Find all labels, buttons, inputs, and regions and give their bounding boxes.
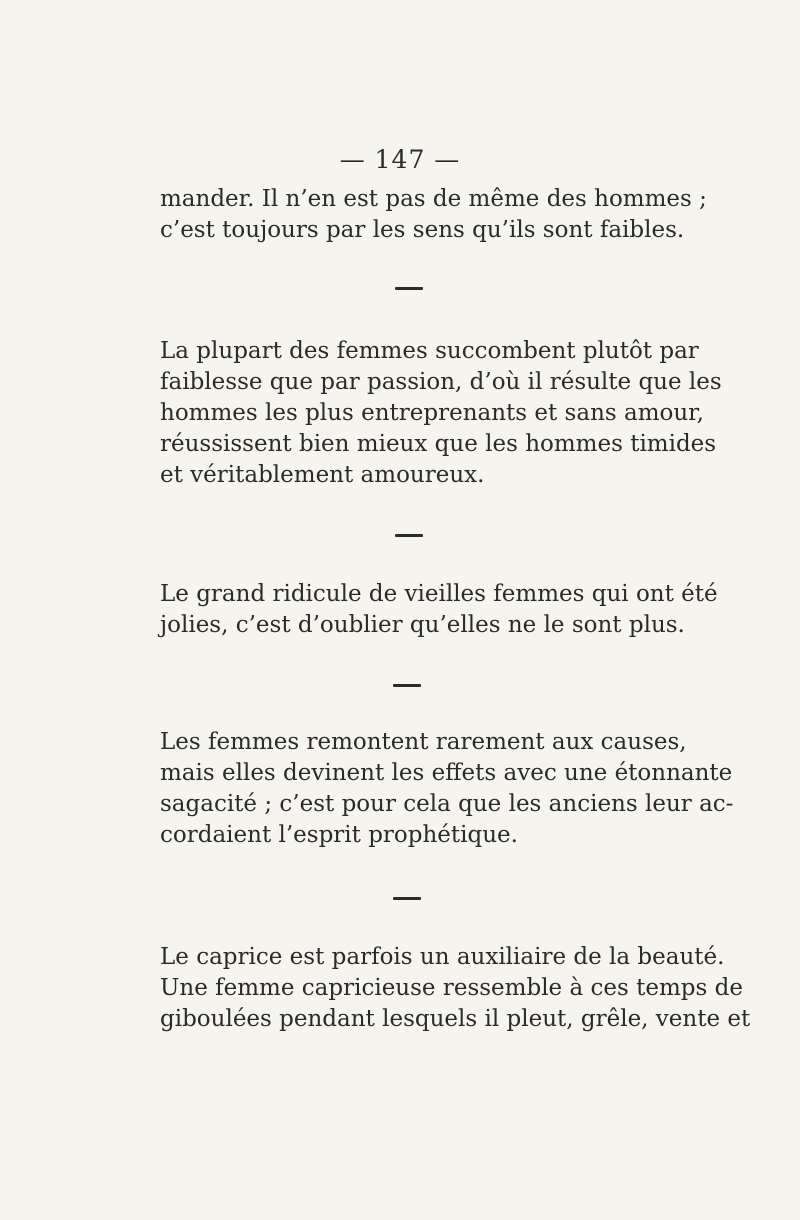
paragraph-line: et véritablement amoureux.	[160, 462, 485, 488]
paragraph-line: Une femme capricieuse ressemble à ces temps de	[160, 975, 743, 1001]
separator-rule	[393, 684, 421, 687]
paragraph-line: Le grand ridicule de vieilles femmes qui ont été	[160, 581, 718, 607]
paragraph-line: réussissent bien mieux que les hommes timides	[160, 431, 717, 457]
paragraph-line: jolies, c’est d’oublier qu’elles ne le sont plus.	[160, 612, 685, 638]
paragraph-line: mander. Il n’en est pas de même des hommes ;	[160, 186, 707, 212]
paragraph-line: La plupart des femmes succombent plutôt par	[160, 338, 699, 364]
paragraph-3	[160, 579, 718, 641]
paragraph-line: mais elles devinent les effets avec une étonnante	[160, 760, 733, 786]
paragraph-1	[160, 184, 707, 246]
paragraph-line: faiblesse que par passion, d’où il résulte que les	[160, 369, 722, 395]
paragraph-line: cordaient l’esprit prophétique.	[160, 822, 518, 848]
paragraph-line: giboulées pendant lesquels il pleut, grêle, vente et	[160, 1006, 751, 1032]
paragraph-4	[160, 727, 734, 851]
separator-rule	[395, 534, 423, 537]
paragraph-2	[160, 336, 722, 491]
paragraph-5	[160, 942, 751, 1035]
paragraph-line: c’est toujours par les sens qu’ils sont faibles.	[160, 217, 685, 243]
separator-rule	[395, 287, 423, 290]
separator-rule	[393, 897, 421, 900]
page-number: — 147 —	[339, 145, 461, 174]
paragraph-line: hommes les plus entreprenants et sans amour,	[160, 400, 704, 426]
paragraph-line: Les femmes remontent rarement aux causes,	[160, 729, 687, 755]
paragraph-line: sagacité ; c’est pour cela que les anciens leur ac-	[160, 791, 734, 817]
paragraph-line: Le caprice est parfois un auxiliaire de la beauté.	[160, 944, 725, 970]
